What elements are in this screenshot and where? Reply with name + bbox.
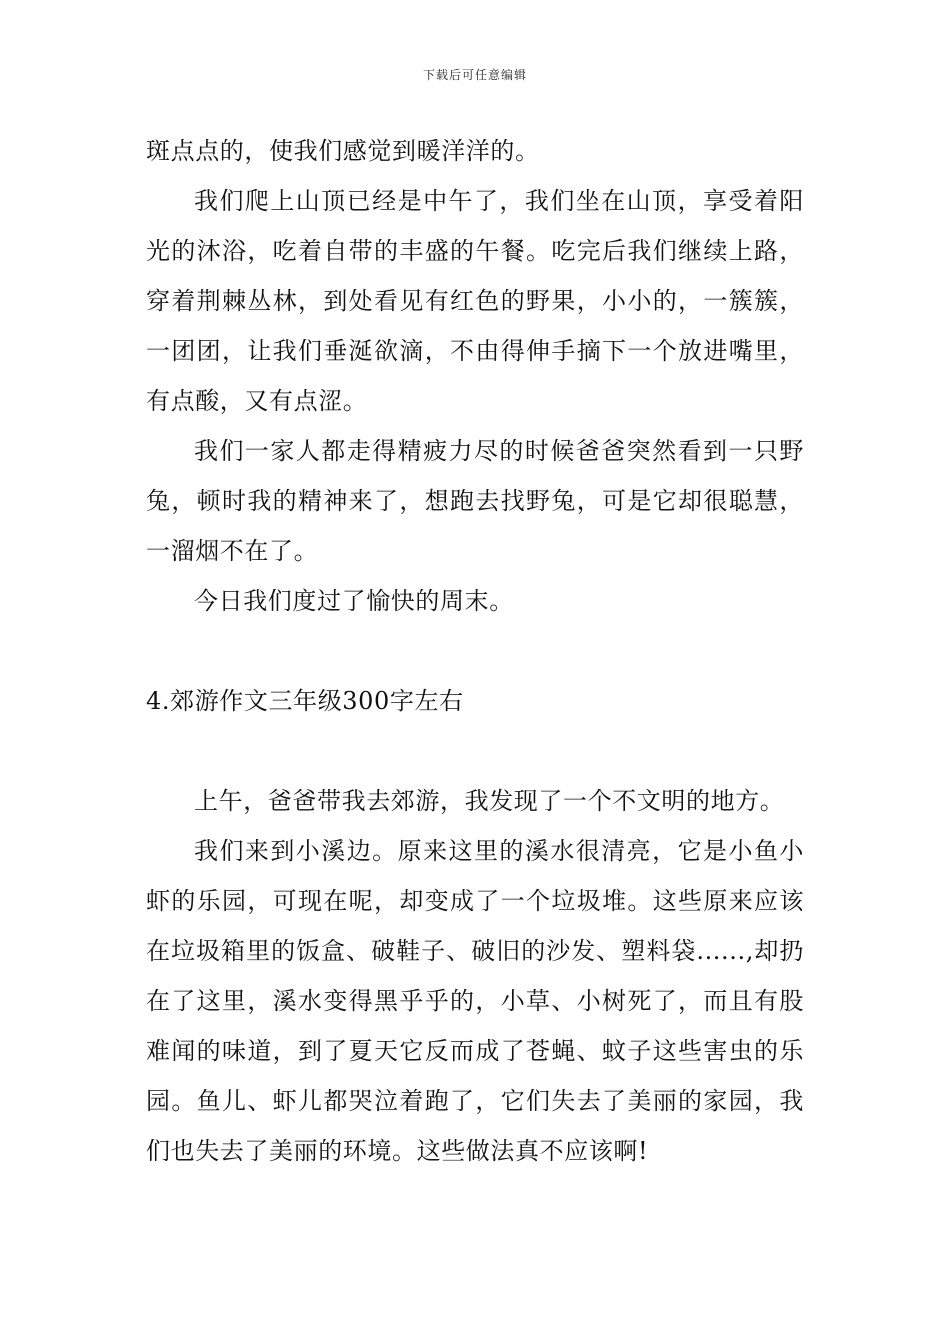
paragraph-mountain-top: 我们爬上山顶已经是中午了，我们坐在山顶，享受着阳光的沐浴，吃着自带的丰盛的午餐。吃完后我们继续上路，穿着荆棘丛林，到处看见有红色的野果，小小的，一簇簇，一团团，让我们垂涎欲滴，不由得伸手摘下一个放进嘴里，有点酸，又有点涩。 bbox=[146, 187, 804, 415]
paragraph-continued: 斑点点的，使我们感觉到暖洋洋的。 bbox=[146, 137, 540, 165]
spacer bbox=[146, 726, 804, 776]
section-heading: 4.郊游作文三年级300字左右 bbox=[146, 687, 464, 715]
paragraph-outing: 上午，爸爸带我去郊游，我发现了一个不文明的地方。 bbox=[194, 787, 785, 815]
paragraph-stream: 我们来到小溪边。原来这里的溪水很清亮，它是小鱼小虾的乐园，可现在呢，却变成了一个垃圾堆。这些原来应该在垃圾箱里的饭盒、破鞋子、破旧的沙发、塑料袋......,却扔在了这里，溪水变得黑乎乎的，小草、小树死了，而且有股难闻的味道，到了夏天它反而成了苍蝇、蚊子这些害虫的乐园。鱼儿、虾儿都哭泣着跑了，它们失去了美丽的家园，我们也失去了美丽的环境。这些做法真不应该啊! bbox=[146, 837, 804, 1165]
document-body bbox=[146, 126, 804, 1176]
spacer bbox=[146, 626, 804, 676]
paragraph-rabbit: 我们一家人都走得精疲力尽的时候爸爸突然看到一只野兔，顿时我的精神来了，想跑去找野兔，可是它却很聪慧，一溜烟不在了。 bbox=[146, 437, 804, 565]
page-header: 下载后可任意编辑 bbox=[422, 68, 527, 82]
paragraph-weekend: 今日我们度过了愉快的周末。 bbox=[194, 587, 514, 615]
